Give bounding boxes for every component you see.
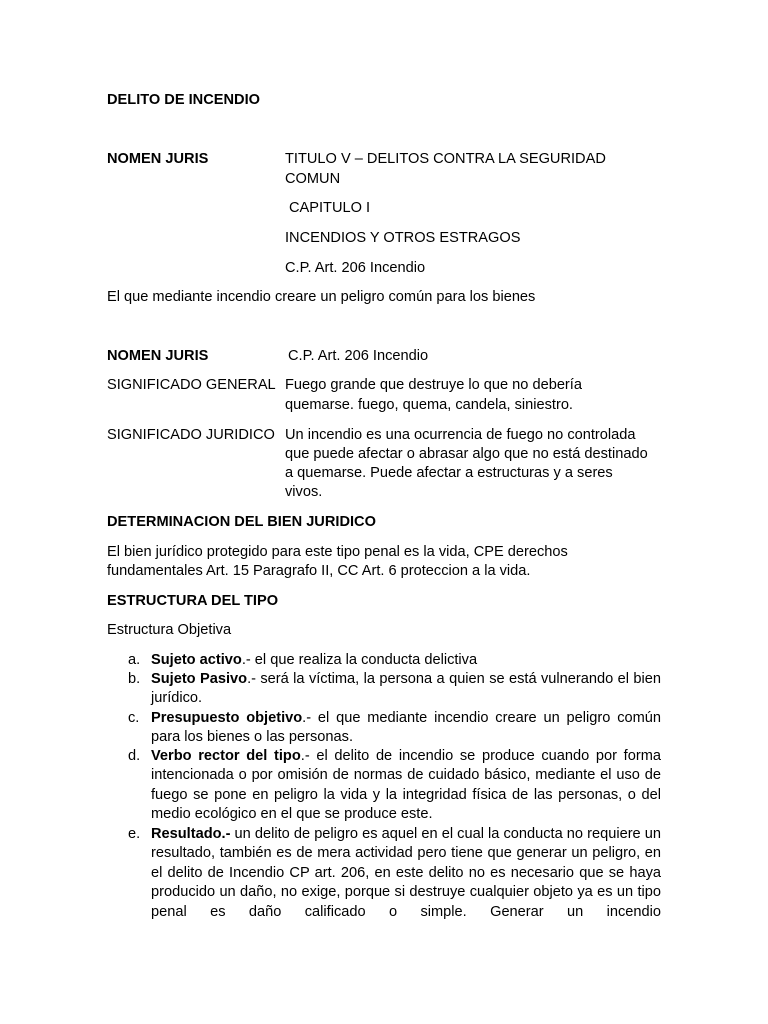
significado-juridico-line-3: a quemarse. Puede afectar a estructuras y a seres [285,465,613,481]
bien-juridico-line-1: El bien jurídico protegido para este tipo penal es la vida, CPE derechos [107,544,568,560]
significado-juridico-label: SIGNIFICADO JURIDICO [107,427,275,443]
estructura-heading: ESTRUCTURA DEL TIPO [107,593,279,609]
list-item-body [151,651,661,670]
bien-juridico-line-2: fundamentales Art. 15 Paragrafo II, CC Art. 6 proteccion a la vida. [107,563,531,579]
list-marker: e. [128,826,141,842]
titulo-line-2: COMUN [285,171,341,187]
estructura-subheading: Estructura Objetiva [107,622,232,638]
article-reference: C.P. Art. 206 Incendio [285,260,426,276]
list-item-body [151,747,661,825]
list-item-body [151,670,661,709]
list-item-term: Sujeto activo [151,652,242,668]
significado-juridico-line-4: vivos. [285,484,323,500]
nomen-juris-label: NOMEN JURIS [107,151,209,167]
list-marker: a. [128,652,141,668]
nomen-juris-label-2: NOMEN JURIS [107,348,209,364]
capitulo-name: INCENDIOS Y OTROS ESTRAGOS [285,230,521,246]
list-marker: c. [128,710,140,726]
titulo-line-1: TITULO V – DELITOS CONTRA LA SEGURIDAD [285,151,606,167]
document-title: DELITO DE INCENDIO [107,92,260,108]
list-item-body [151,825,661,922]
list-item-text: .- el que realiza la conducta delictiva [241,652,478,668]
bien-juridico-heading: DETERMINACION DEL BIEN JURIDICO [107,514,376,530]
list-item-term: Presupuesto objetivo [151,710,303,726]
list-marker: b. [128,671,141,687]
significado-juridico-line-1: Un incendio es una ocurrencia de fuego no controlada [285,427,636,443]
list-item-term: Resultado.- [151,826,231,842]
list-marker: d. [128,748,141,764]
list-item-text: .- será la víctima, la persona a quien se está vulnerando el bien jurídico. [151,671,661,707]
definition-line: El que mediante incendio creare un peligro común para los bienes [107,289,536,305]
capitulo-label: CAPITULO I [289,200,371,216]
list-item-term: Verbo rector del tipo [151,748,301,764]
significado-general-line-2: quemarse. fuego, quema, candela, siniestro. [285,397,573,413]
list-item-body [151,709,661,748]
significado-general-label: SIGNIFICADO GENERAL [107,377,276,393]
significado-juridico-line-2: que puede afectar o abrasar algo que no está destinado [285,446,648,462]
list-item-text: un delito de peligro es aquel en el cual la conducta no requiere un resultado, también es de mera actividad pero tiene que generar un peligro, en el delito de Incendio CP art. 206, en este delito no es necesario que se haya producido un daño, no exige, porque si destruye cualquier objeto ya es un tipo penal es daño calificado o simple. Generar un incendio [151,826,661,920]
list-item-text: .- el delito de incendio se produce cuando por forma intencionada o por omisión de normas de cuidado básico, mediante el uso de fuego se pone en peligro la vida y la integridad física de las personas, o del medio ecológico en el que se produce este. [151,748,661,823]
significado-general-line-1: Fuego grande que destruye lo que no debería [285,377,582,393]
list-item-term: Sujeto Pasivo [151,671,248,687]
list-item-text: .- el que mediante incendio creare un peligro común para los bienes o las personas. [151,710,661,746]
nomen-juris-value-2: C.P. Art. 206 Incendio [288,348,429,364]
